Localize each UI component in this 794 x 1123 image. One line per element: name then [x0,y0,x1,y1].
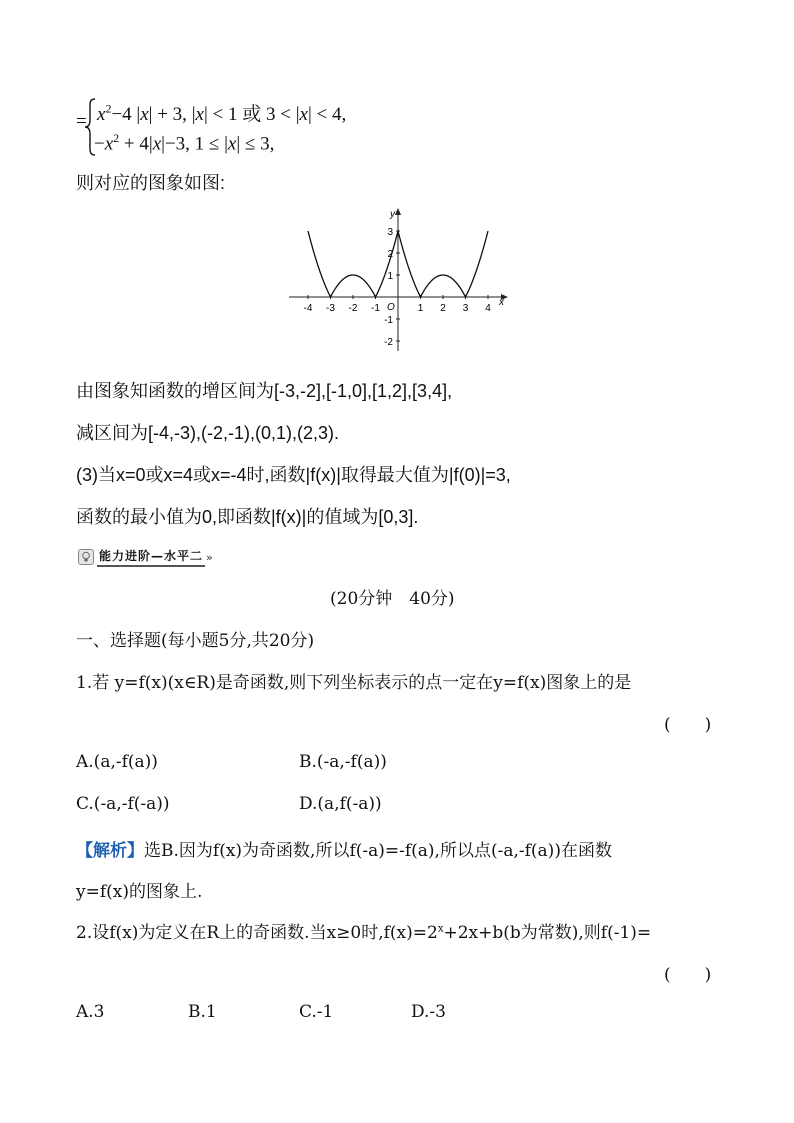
q2-answer-paren: ( ) [664,965,712,985]
x-axis-label: x [499,297,504,308]
piecewise-row-2: $-x^2 + 4|x|-3$, 1 ≤ |x| ≤ 3, [94,131,275,155]
q1-analysis-line-2: y=f(x)的图象上. [76,882,203,902]
part-heading: 一、选择题(每小题5分,共20分) [76,631,315,651]
x-tick-label: -2 [348,303,358,314]
x-tick-label: -3 [326,303,335,314]
part3-max-text: (3)当x=0或x=4或x=-4时,函数|f(x)|取得最大值为|f(0)|=3, [76,465,511,485]
q2-option-c[interactable]: C.-1 [299,1002,334,1022]
y-tick-label: 1 [387,271,393,282]
q2-option-b[interactable]: B.1 [188,1002,217,1022]
section-badge-arrow: » [206,550,213,564]
q2-option-d[interactable]: D.-3 [411,1002,446,1022]
lightbulb-icon [78,549,94,565]
piecewise-equals: = [76,111,87,132]
x-tick-label: 2 [440,303,446,314]
q1-answer-paren: ( ) [664,715,712,735]
time-note: (20分钟 40分) [330,589,455,609]
function-graph [285,205,515,353]
part3-range-text: 函数的最小值为0,即函数|f(x)|的值域为[0,3]. [76,507,419,527]
q1-analysis-line-1: 【解析】选B.因为f(x)为奇函数,所以f(-a)=-f(a),所以点(-a,-f(a))在函数 [76,841,612,861]
q1-option-c[interactable]: C.(-a,-f(-a)) [76,794,170,814]
y-axis-label: y [390,209,395,220]
q1-stem: 1.若 y=f(x)(x∈R)是奇函数,则下列坐标表示的点一定在y=f(x)图象上的是 [76,673,632,693]
q2-option-a[interactable]: A.3 [76,1002,105,1022]
y-tick-label: -2 [384,337,393,348]
y-tick-label: 3 [387,227,393,238]
q1-option-a[interactable]: A.(a,-f(a)) [76,752,158,772]
increasing-intervals-text: 由图象知函数的增区间为[-3,-2],[-1,0],[1,2],[3,4], [76,381,453,401]
origin-label: O [387,302,395,313]
analysis-tag: 【解析】 [76,841,144,861]
q1-option-d[interactable]: D.(a,f(-a)) [299,794,382,814]
decreasing-intervals-text: 减区间为[-4,-3),(-2,-1),(0,1),(2,3). [76,423,340,443]
x-tick-label: 3 [462,303,469,314]
y-axis-arrow-icon [395,208,401,215]
x-tick-label: -4 [303,303,313,314]
graph-intro-text: 则对应的图象如图: [76,173,226,193]
piecewise-row-1: $x^2-4$ |x| + 3, |x| < 1 或 3 < |x| < 4, [97,101,347,125]
y-tick-label: 2 [387,249,393,260]
section-badge [78,548,213,566]
x-tick-label: 1 [417,303,424,314]
q1-option-b[interactable]: B.(-a,-f(a)) [299,752,387,772]
q2-stem: 2.设f(x)为定义在R上的奇函数.当x≥0时$,f(x)=2^x+2x+b(b$为常数),则f(-1)= [76,923,652,943]
x-tick-label: 4 [485,303,491,314]
y-tick-label: -1 [384,315,393,326]
x-tick-label: -1 [371,303,380,314]
section-badge-label: 能力进阶—水平二 [97,547,205,567]
